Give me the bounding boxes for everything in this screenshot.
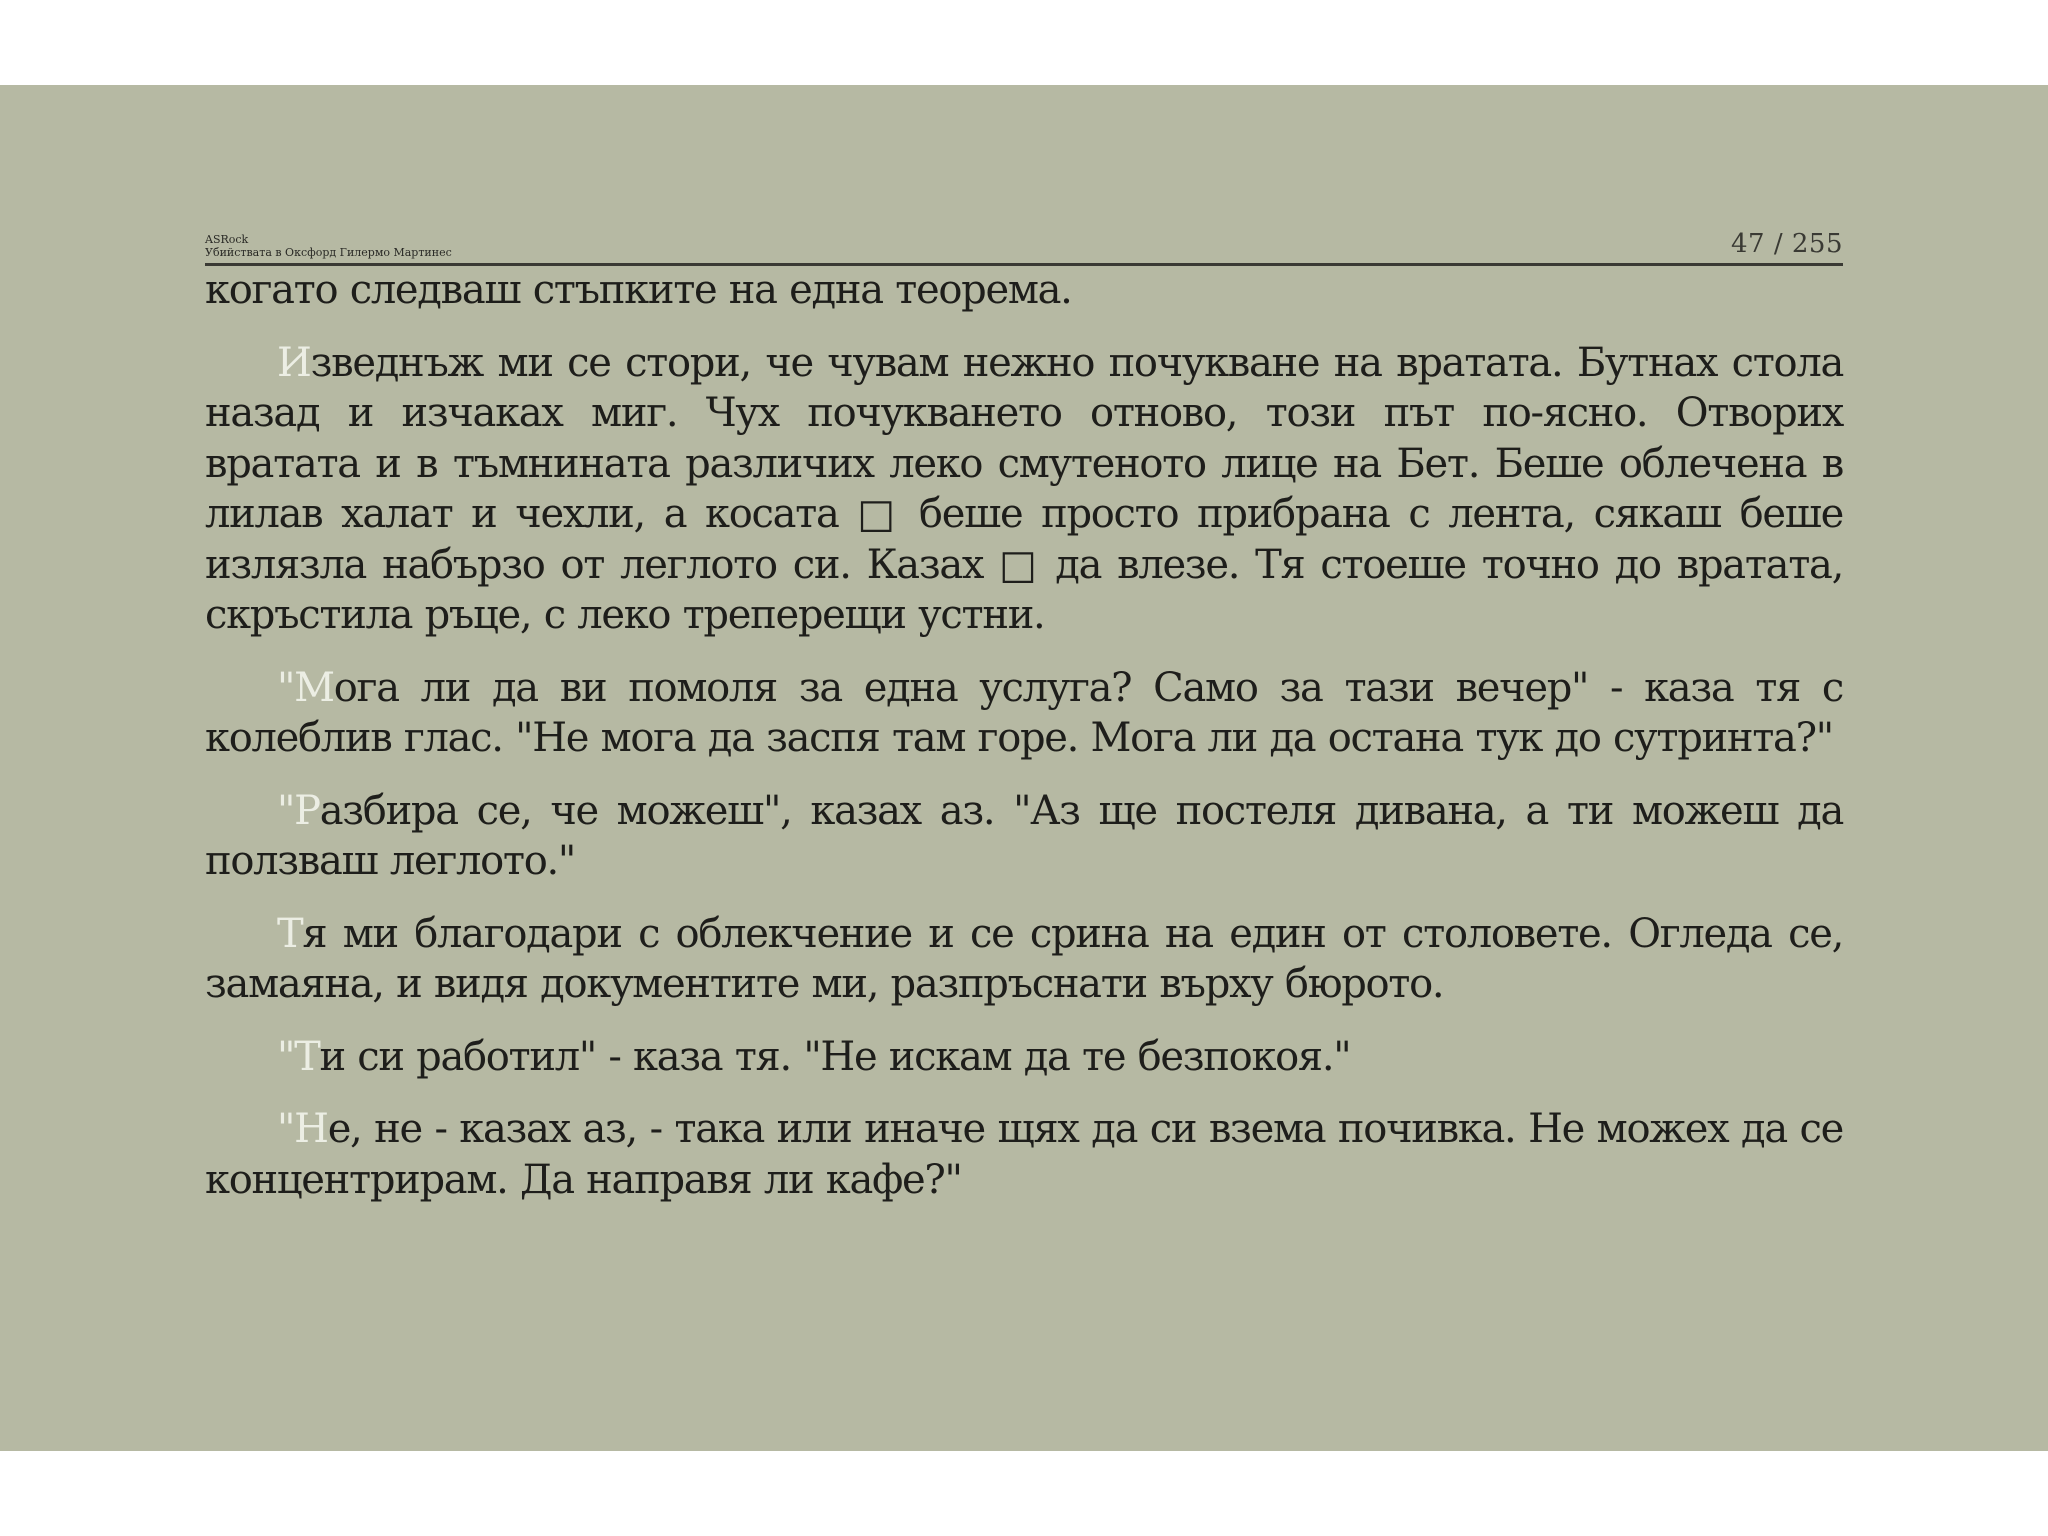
page-current: 47	[1730, 229, 1766, 259]
paragraph	[205, 1032, 1843, 1083]
publisher-label: ASRock	[205, 233, 249, 246]
header-meta	[205, 233, 452, 259]
paragraph	[205, 663, 1843, 764]
page-counter	[1731, 229, 1843, 259]
paragraph-initial: "М	[277, 664, 334, 711]
page-separator: /	[1773, 229, 1784, 259]
paragraph	[205, 1104, 1843, 1205]
paragraph-initial: "Т	[277, 1033, 320, 1080]
paragraph-text: когато следваш стъпките на една теорема.	[205, 267, 1072, 313]
paragraph-text: я ми благодари с облекчение и се срина на един от столовете. Огледа се, замаяна, и видя документите ми, разпръснати върху бюрото.	[205, 910, 1843, 1007]
book-text	[205, 265, 1843, 1227]
book-title: Убийствата в Оксфорд Гилермо Мартинес	[205, 246, 452, 259]
page-header	[205, 139, 1843, 266]
paragraph-initial: И	[277, 339, 311, 386]
paragraph	[205, 909, 1843, 1010]
paragraph	[205, 265, 1843, 316]
paragraph	[205, 786, 1843, 887]
paragraph-text: е, не - казах аз, - така или иначе щях да си взема почивка. Не можех да се концентрирам. Да направя ли кафе?"	[205, 1106, 1843, 1203]
paragraph	[205, 338, 1843, 641]
paragraph-text: азбира се, че можеш", казах аз. "Аз ще постеля дивана, а ти можеш да ползваш леглото."	[205, 787, 1843, 884]
paragraph-initial: Т	[277, 910, 303, 957]
paragraph-text: зведнъж ми се стори, че чувам нежно почукване на вратата. Бутнах стола назад и изчаках миг. Чух почукването отново, този път по-ясно. Отворих вратата и в тъмнината различих леко смутеното лице на Бет. Беше облечена в лилав халат и чехли, а косата □ беше просто прибрана с лента, сякаш беше излязла набързо от леглото си. Казах □ да влезе. Тя стоеше точно до вратата, скръстила ръце, с леко треперещи устни.	[205, 339, 1843, 638]
paragraph-initial: "Н	[277, 1106, 328, 1152]
page-total: 255	[1791, 229, 1843, 259]
paragraph-text: ога ли да ви помоля за една услуга? Само за тази вечер" - каза тя с колеблив глас. "Не мога да заспя там горе. Мога ли да остана тук до сутринта?"	[205, 664, 1843, 761]
paragraph-initial: "Р	[277, 787, 320, 834]
paragraph-text: и си работил" - каза тя. "Не искам да те безпокоя."	[319, 1033, 1351, 1080]
